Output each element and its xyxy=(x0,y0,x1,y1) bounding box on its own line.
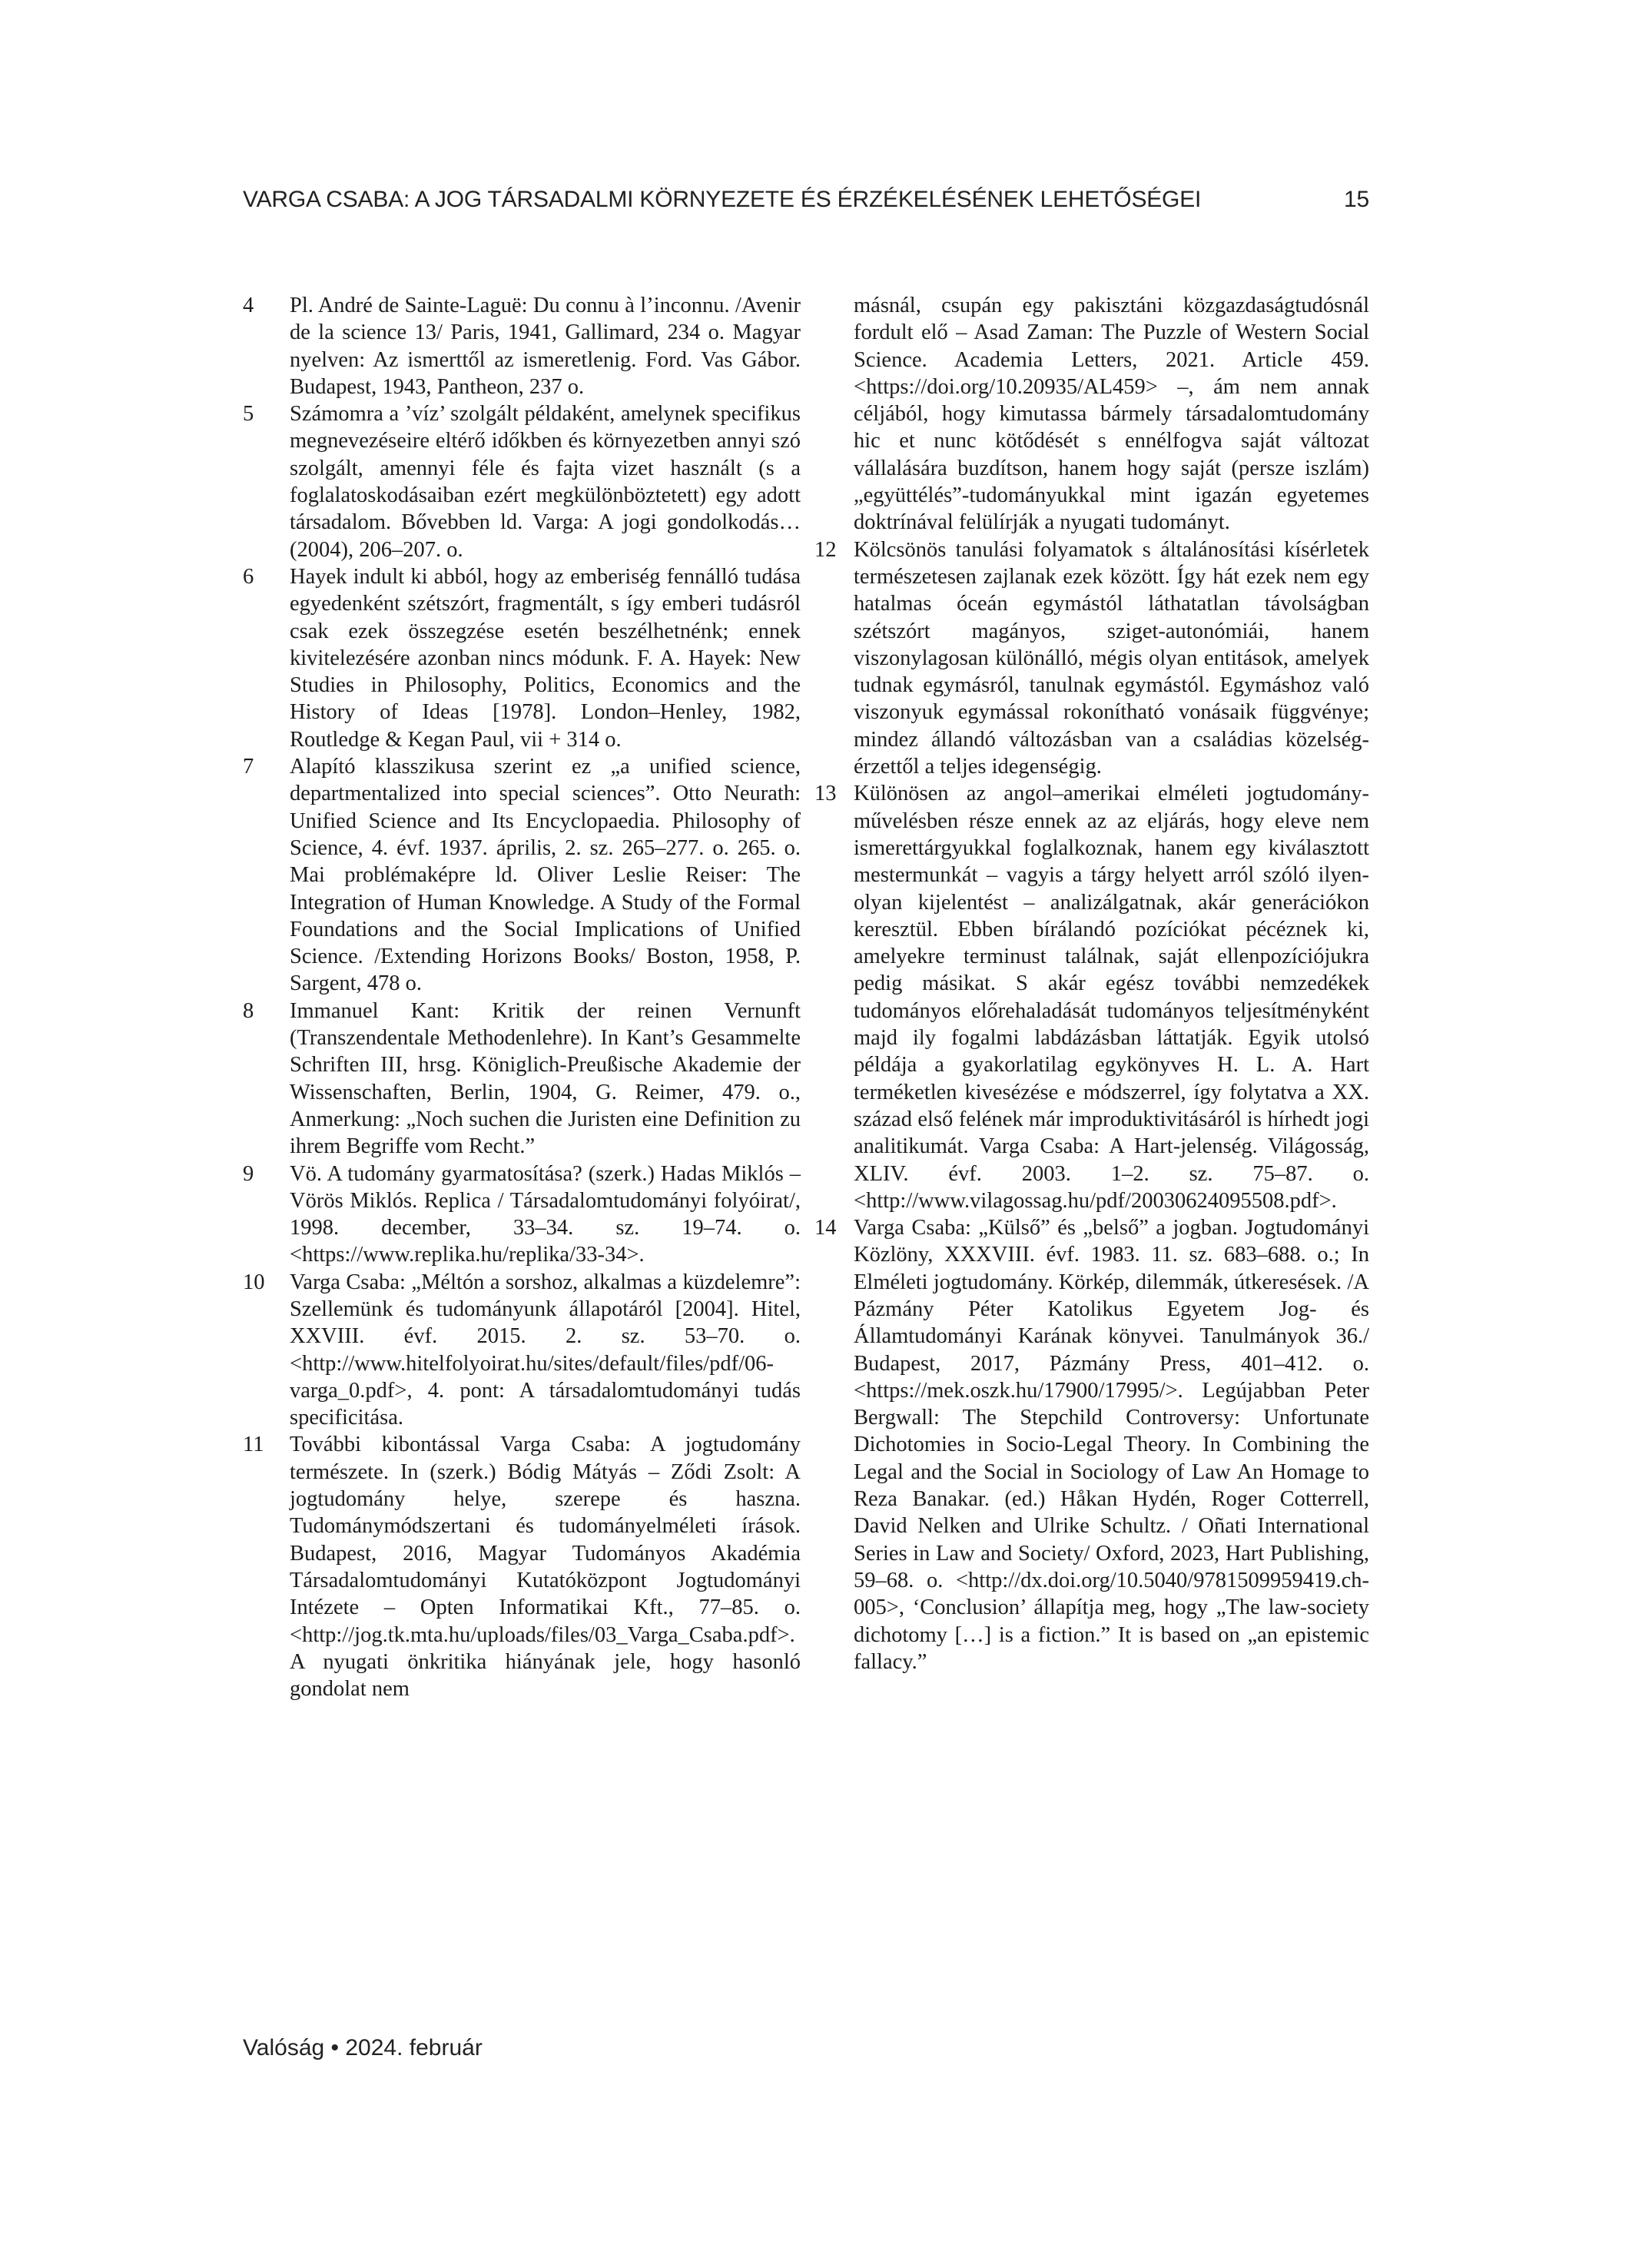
running-header-title: VARGA CSABA: A JOG TÁRSADALMI KÖRNYEZETE ÉS ÉRZÉKELÉSÉNEK LEHETŐSÉGEI xyxy=(243,187,1202,212)
footnote xyxy=(243,292,801,400)
footnote xyxy=(243,998,801,1161)
footnote xyxy=(814,536,1369,781)
footnote-number: 8 xyxy=(243,998,254,1023)
footnote-number: 10 xyxy=(243,1270,265,1294)
footnote xyxy=(243,753,801,998)
footnote xyxy=(814,780,1369,1214)
footnote-text: Számomra a ’víz’ szolgált példaként, amelynek specifikus megnevezéseire eltérő időkben és környezetben annyi szó szolgált, amennyi féle és fajta vizet használt (s a foglalatoskodásaiban ezért megkülönböztetett) egy adott társadalom. Bővebben ld. Varga: A jogi gondolkodás… (2004), 206–207. o. xyxy=(290,402,801,562)
footnote-text: Alapító klasszikusa szerint ez „a unified science, departmentalized into special sciences”. Otto Neurath: Unified Science and Its Encyclopaedia. Philosophy of Science, 4. évf. 1937. április, 2. sz. 265–277. o. 265. o. Mai problémaképre ld. Oliver Leslie Reiser: The Integration of Human Knowledge. A Study of the Formal Foundations and the Social Implications of Unified Science. /Extending Horizons Books/ Boston, 1958, P. Sargent, 478 o. xyxy=(290,755,801,996)
footnotes-right-column xyxy=(814,292,1369,1675)
footnote xyxy=(243,1269,801,1432)
footnote-text: Varga Csaba: „Külső” és „belső” a jogban. Jogtudományi Közlöny, XXXVIII. évf. 1983. 11. sz. 683–688. o.; In Elméleti jogtudomány. Körkép, dilemmák, útkeresések. /A Pázmány Péter Katolikus Egyetem Jog- és Államtudományi Karának könyvei. Tanulmányok 36./ Budapest, 2017, Pázmány Press, 401–412. o. <https://mek.oszk.hu/17900/17995/>. Legújabban Peter Bergwall: The Stepchild Controversy: Unfortunate Dichotomies in Socio-Legal Theory. In Combining the Legal and the Social in Sociology of Law An Homage to Reza Banakar. (ed.) Håkan Hydén, Roger Cotterrell, David Nelken and Ulrike Schultz. / Oñati International Series in Law and Society/ Oxford, 2023, Hart Publishing, 59–68. o. <http://dx.doi.org/10.5040/9781509959419.ch-005>, ‘Conclusion’ állapítja meg, hogy „The law-society dichotomy […] is a fiction.” It is based on „an epistemic fallacy.” xyxy=(854,1216,1369,1674)
footnote xyxy=(243,400,801,563)
footnote-text: További kibontással Varga Csaba: A jogtudomány természete. In (szerk.) Bódig Mátyás – Ződi Zsolt: A jogtudomány helye, szerepe és haszna. Tudománymódszertani és tudományelméleti írások. Budapest, 2016, Magyar Tudományos Akadémia Társadalomtudományi Kutatóközpont Jogtudományi Intézete – Opten Informatikai Kft., 77–85. o. <http://jog.tk.mta.hu/uploads/files/03_Varga_Csaba.pdf>. A nyugati önkritika hiányának jele, hogy hasonló gondolat nem xyxy=(290,1433,801,1702)
footnote-number: 9 xyxy=(243,1161,254,1186)
footnotes-left-column xyxy=(243,292,801,1702)
footnote-text: Kölcsönös tanulási folyamatok s általánosítási kísérletek természetesen zajlanak ezek között. Így hát ezek nem egy hatalmas óceán egymástól láthatatlan távolságban szétszórt magányos, sziget-autonómiái, hanem viszonylagosan különálló, mégis olyan entitások, amelyek tudnak egymásról, tanulnak egymástól. Egymáshoz való viszonyuk egymással rokonítható vonásaik függvénye; mindez állandó változásban van a családias közelség- érzettől a teljes idegenségig. xyxy=(854,537,1369,779)
footnote-text: másnál, csupán egy pakisztáni közgazdaságtudósnál fordult elő – Asad Zaman: The Puzzle of Western Social Science. Academia Letters, 2021. Article 459. <https://doi.org/10.20935/AL459> –, ám nem annak céljából, hogy kimutassa bármely társadalomtudomány hic et nunc kötődését s ennélfogva saját változat vállalására buzdítson, hanem hogy saját (persze iszlám) „együttélés”-tudományukkal mint igazán egyetemes doktrínával felülírják a nyugati tudományt. xyxy=(854,294,1369,535)
footnote-text: Immanuel Kant: Kritik der reinen Vernunft (Transzendentale Methodenlehre). In Kant’s Gesammelte Schriften III, hrsg. Königlich-Preußische Akademie der Wissenschaften, Berlin, 1904, G. Reimer, 479. o., Anmerkung: „Noch suchen die Juristen eine Definition zu ihrem Begriffe vom Recht.” xyxy=(290,998,801,1159)
footnote-text: Vö. A tudomány gyarmatosítása? (szerk.) Hadas Miklós – Vörös Miklós. Replica / Társadalomtudományi folyóirat/, 1998. december, 33–34. sz. 19–74. o.<https://www.replika.hu/replika/33-34>. xyxy=(290,1161,801,1267)
footnote-number: 4 xyxy=(243,294,254,317)
footnote xyxy=(243,563,801,753)
footnote-text: Pl. André de Sainte-Laguë: Du connu à l’inconnu. /Avenir de la science 13/ Paris, 1941, Gallimard, 234 o. Magyar nyelven: Az ismerttől az ismeretlenig. Ford. Vas Gábor. Budapest, 1943, Pantheon, 237 o. xyxy=(290,294,801,399)
footnote xyxy=(814,1214,1369,1675)
footnote xyxy=(243,1431,801,1702)
footnote-number: 6 xyxy=(243,564,254,589)
footnote-continuation xyxy=(814,292,1369,536)
footnote-text: Varga Csaba: „Méltón a sorshoz, alkalmas a küzdelemre”: Szellemünk és tudományunk állapotáról [2004]. Hitel, XXVIII. évf. 2015. 2. sz. 53–70. o. <http://www.hitelfolyoirat.hu/sites/default/files/pdf/06-varga_0.pdf>, 4. pont: A társadalomtudományi tudás specificitása. xyxy=(290,1270,801,1430)
footnote-number: 14 xyxy=(814,1216,837,1240)
footnote xyxy=(243,1161,801,1269)
footnote-number: 13 xyxy=(814,782,837,806)
footnote-number: 11 xyxy=(243,1433,264,1457)
page-number: 15 xyxy=(1344,187,1369,212)
running-header xyxy=(243,187,1369,225)
journal-footer: Valóság • 2024. február xyxy=(243,2035,483,2060)
footnote-number: 12 xyxy=(814,537,837,562)
footnote-text: Különösen az angol–amerikai elméleti jogtudomány-művelésben része ennek az az eljárás, hogy eleve nem ismerettárgyukkal foglalkoznak, hanem egy kiválasztott mestermunkát – vagyis a tárgy helyett arról szóló ilyen-olyan kijelentést – analizálgatnak, akár generációkon keresztül. Ebben bírálandó pozíciókat pécéznek ki, amelyekre terminust találnak, saját ellenpozíciójukra pedig másikat. S akár egész további nemzedékek tudományos előrehaladását tudományos teljesítményként majd ily fogalmi labdázásban láttatják. Egyik utolsó példája a gyakorlatilag egykönyves H. L. A. Hart terméketlen kivesézése e módszerrel, így folytatva a XX. század első felének már improduktivitásáról is hírhedt jogi analitikumát. Varga Csaba: A Hart-jelenség. Világosság, XLIV. évf. 2003. 1–2. sz. 75–87. o. <http://www.vilagossag.hu/pdf/20030624095508.pdf>. xyxy=(854,782,1369,1213)
footnote-number: 7 xyxy=(243,755,254,779)
footnote-number: 5 xyxy=(243,402,254,427)
footnote-text: Hayek indult ki abból, hogy az emberiség fennálló tudása egyedenként szétszórt, fragmentált, s így emberi tudásról csak ezek összegzése esetén beszélhetnénk; ennek kivitelezésére azonban nincs módunk. F. A. Hayek: New Studies in Philosophy, Politics, Economics and the History of Ideas [1978]. London–Henley, 1982, Routledge & Kegan Paul, vii + 314 o. xyxy=(290,564,801,752)
